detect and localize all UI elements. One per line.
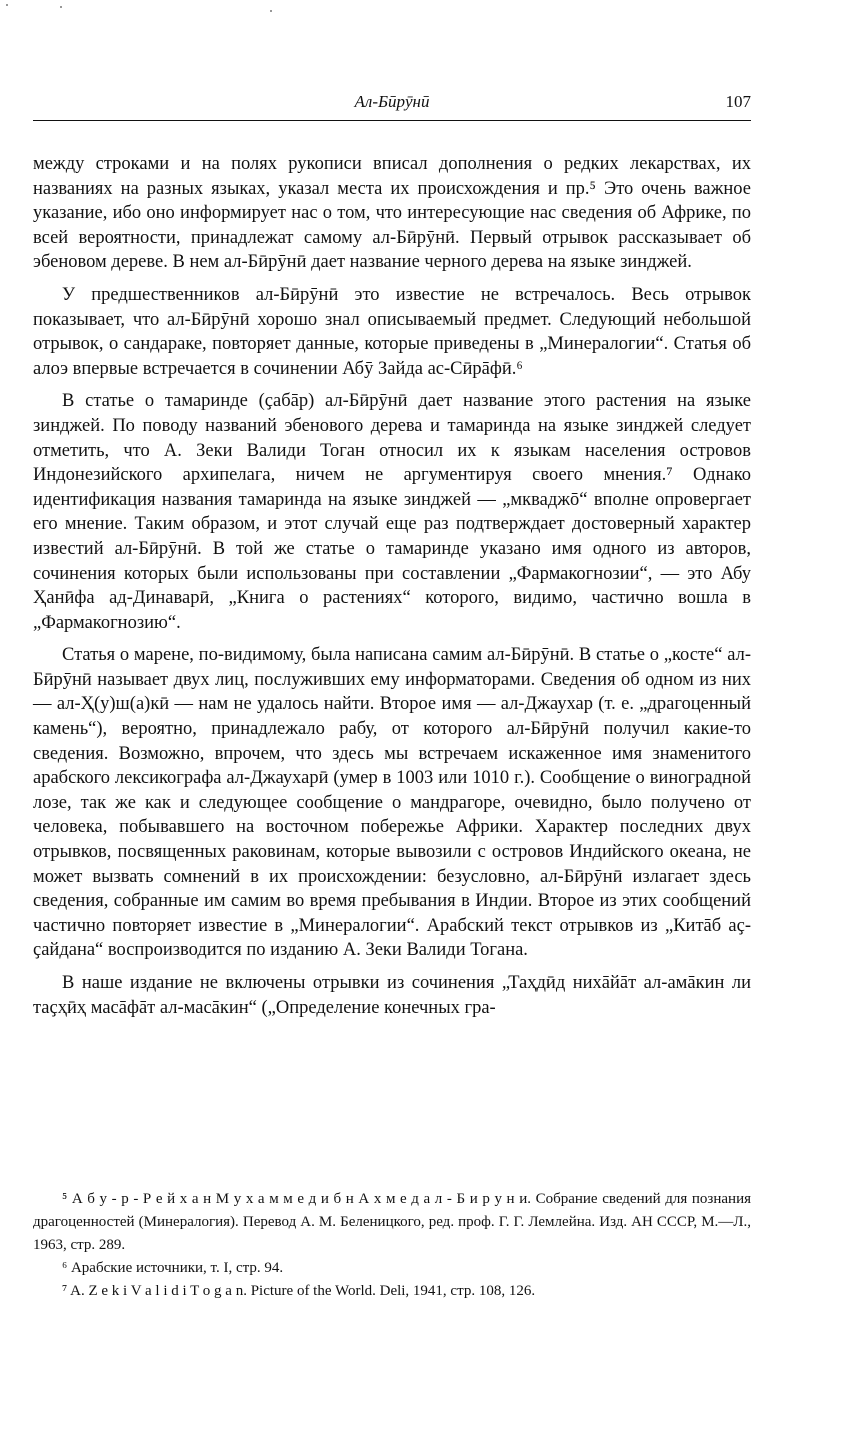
footnote-7: ⁷ A. Z e k i V a l i d i T o g a n. Picture of the World. Deli, 1941, стр. 108, 126. — [62, 1283, 536, 1299]
footnotes — [33, 1188, 751, 1303]
paragraph: В наше издание не включены отрывки из сочинения „Таҳдӣд нихāйāт ал-амāкин ли таҫҳӣҳ масāфāт ал-масāкин“ („Определение конечных гра- — [33, 973, 751, 1018]
scan-speck — [270, 10, 272, 12]
page-number: 107 — [725, 92, 751, 111]
body-text — [33, 152, 751, 1028]
footnote-5: ⁵ А б у - р - Р е й х а н М у х а м м е д и б н А х м е д а л - Б и р у н и. Собрание сведений для познания драгоценностей (Минералогия). Перевод А. М. Беленицкого, ред. проф. Г. Г. Лемлейна. Изд. АН СССР, М.—Л., 1963, стр. 289. — [33, 1191, 751, 1253]
scan-speck — [60, 6, 62, 8]
header-rule — [33, 120, 751, 121]
paragraph: Статья о марене, по-видимому, была написана самим ал-Бӣрӯнӣ. В статье о „костe“ ал-Бӣрӯнӣ называет двух лиц, послуживших ему информаторами. Сведения об одном из них — ал-Ҳ(у)ш(а)кӣ — нам не удалось найти. Второе имя — ал-Джаухар (т. е. „драгоценный камень“), вероятно, принадлежало рабу, от которого ал-Бӣрӯнӣ получил какие-то сведения. Возможно, впрочем, что здесь мы встречаем искаженное имя знаменитого арабского лексикографа ал-Джаухарӣ (умер в 1003 или 1010 г.). Сообщение о виноградной лозе, так же как и следующее сообщение о мандрагоре, очевидно, было получено от человека, побывавшего на восточном побережье Африки. Характер последних двух отрывков, посвященных раковинам, которые вывозили с островов Индийского океана, не может вызвать сомнений в их происхождении: безусловно, ал-Бӣрӯнӣ излагает здесь сведения, собранные им самим во время пребывания в Индии. Второе из этих сообщений частично повторяет известие в „Минералогии“. Арабский текст отрывков из „Китāб аҫ-ҫайдана“ воспроизводится по изданию А. Зеки Валиди Тогана. — [33, 645, 751, 961]
running-title: Ал-Бӣрӯнӣ — [354, 92, 430, 111]
paragraph: У предшественников ал-Бӣрӯнӣ это известие не встречалось. Весь отрывок показывает, что ал-Бӣрӯнӣ хорошо знал описываемый предмет. Следующий небольшой отрывок, о сандараке, повторяет данные, которые приведены в „Минералогии“. Статья об алоэ впервые встречается в сочинении Абӯ Зайда ас-Сӣрāфӣ.⁶ — [33, 284, 751, 379]
footnote-6: ⁶ Арабские источники, т. I, стр. 94. — [62, 1260, 284, 1276]
scan-speck — [6, 4, 8, 6]
paragraph-continuation: между строками и на полях рукописи вписал дополнения о редких лекарствах, их названиях на разных языках, указал места их происхождения и пр.⁵ Это очень важное указание, ибо оно информирует нас о том, что интересующие нас сведения об Африке, по всей вероятности, принадлежат самому ал-Бӣрӯнӣ. Первый отрывок рассказывает об эбеновом дереве. В нем ал-Бӣрӯнӣ дает название черного дерева на языке зинджей. — [33, 154, 751, 273]
paragraph: В статье о тамаринде (ҫабāр) ал-Бӣрӯнӣ дает название этого растения на языке зинджей. По поводу названий эбенового дерева и тамаринда на языке зинджей следует отметить, что А. Зеки Валиди Тоган относил их к языкам населения островов Индонезийского архипелага, ничем не аргументируя своего мнения.⁷ Однако идентификация названия тамаринда на языке зинджей — „мкваджō“ вполне опровергает его мнение. Таким образом, и этот случай еще раз подтверждает достоверный характер известий ал-Бӣрӯнӣ. В той же статье о тамаринде указано имя одного из авторов, сочинения которых были использованы при составлении „Фармакогнозии“, — это Абу Ҳанӣфа ад-Динаварӣ, „Книга о растениях“ которого, видимо, частично вошла в „Фармакогнозию“. — [33, 391, 751, 633]
running-header — [33, 92, 751, 118]
